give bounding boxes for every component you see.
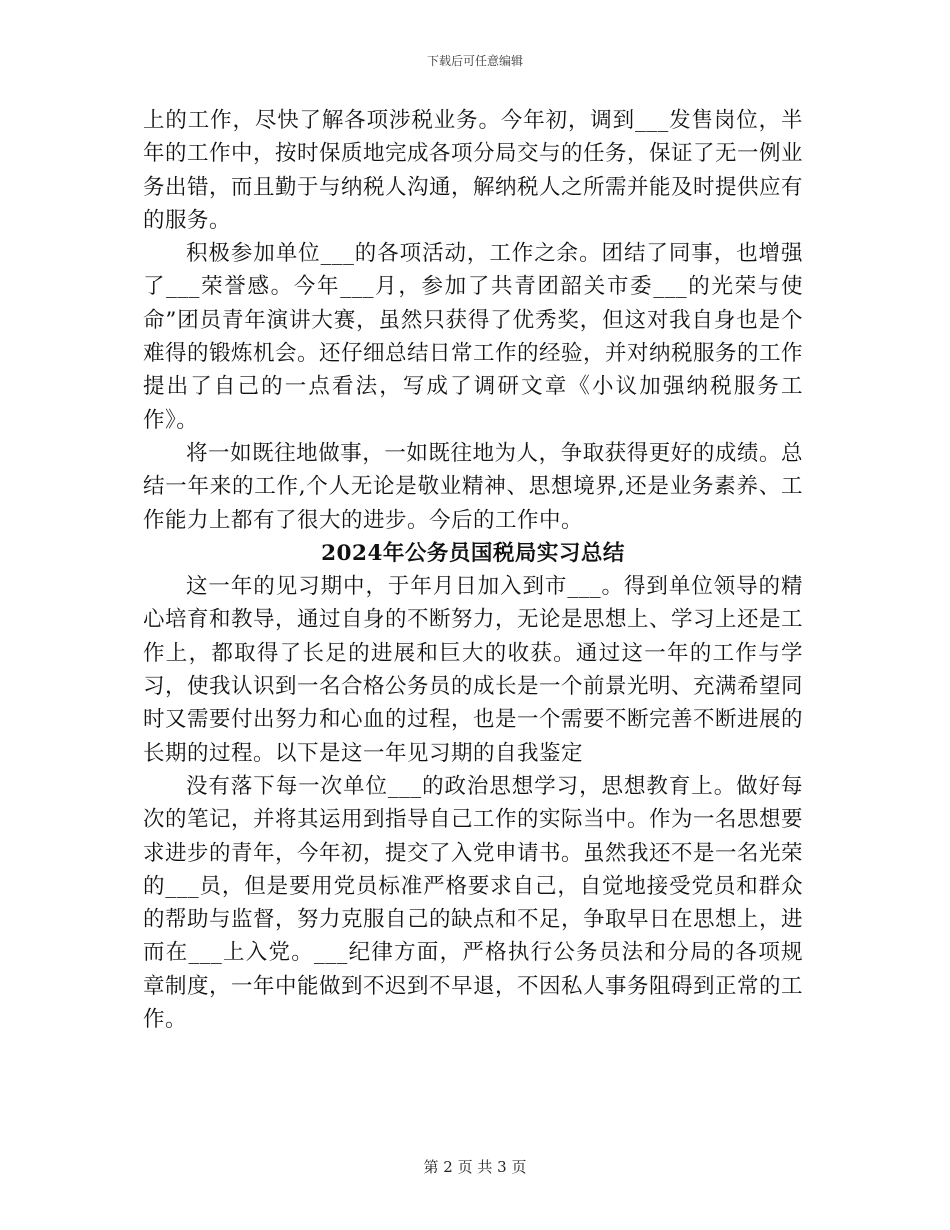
paragraph-intro: 这一年的见习期中，于年月日加入到市___。得到单位领导的精心培育和教导，通过自身的不断努力，无论是思想上、学习上还是工作上，都取得了长足的进展和巨大的收获。通过这一年的工作与学习，使我认识到一名合格公务员的成长是一个前景光明、充满希望同时又需要付出努力和心血的过程，也是一个需要不断完善不断进展的长期的过程。以下是这一年见习期的自我鉴定 — [143, 574, 804, 766]
header-note: 下载后可任意编辑 — [426, 54, 523, 68]
paragraph-continued: 上的工作，尽快了解各项涉税业务。今年初，调到___发售岗位，半年的工作中，按时保质地完成各项分局交与的任务，保证了无一例业务出错，而且勤于与纳税人沟通，解纳税人之所需并能及时提供应有的服务。 — [143, 108, 804, 233]
paragraph-conclusion: 将一如既往地做事，一如既往地为人，争取获得更好的成绩。总结一年来的工作,个人无论是敬业精神、思想境界,还是业务素养、工作能力上都有了很大的进步。今后的工作中。 — [143, 440, 803, 533]
document-body — [143, 104, 803, 1036]
section-title: 2024年公务员国税局实习总结 — [321, 540, 625, 566]
paragraph-activities: 积极参加单位___的各项活动，工作之余。团结了同事，也增强了___荣誉感。今年___月，参加了共青团韶关市委___的光荣与使命”团员青年演讲大赛，虽然只获得了优秀奖，但这对我自身也是个难得的锻炼机会。还仔细总结日常工作的经验，并对纳税服务的工作提出了自己的一点看法，写成了调研文章《小议加强纳税服务工作》。 — [143, 241, 804, 433]
paragraph-political-study: 没有落下每一次单位___的政治思想学习，思想教育上。做好每次的笔记，并将其运用到指导自己工作的实际当中。作为一名思想要求进步的青年，今年初，提交了入党申请书。虽然我还不是一名光荣的___员，但是要用党员标准严格要求自己，自觉地接受党员和群众的帮助与监督，努力克服自己的缺点和不足，争取早日在思想上，进而在___上入党。___纪律方面，严格执行公务员法和分局的各项规章制度，一年中能做到不迟到不早退，不因私人事务阻碍到正常的工作。 — [143, 773, 804, 1033]
page-number: 第 2 页 共 3 页 — [423, 1158, 527, 1176]
